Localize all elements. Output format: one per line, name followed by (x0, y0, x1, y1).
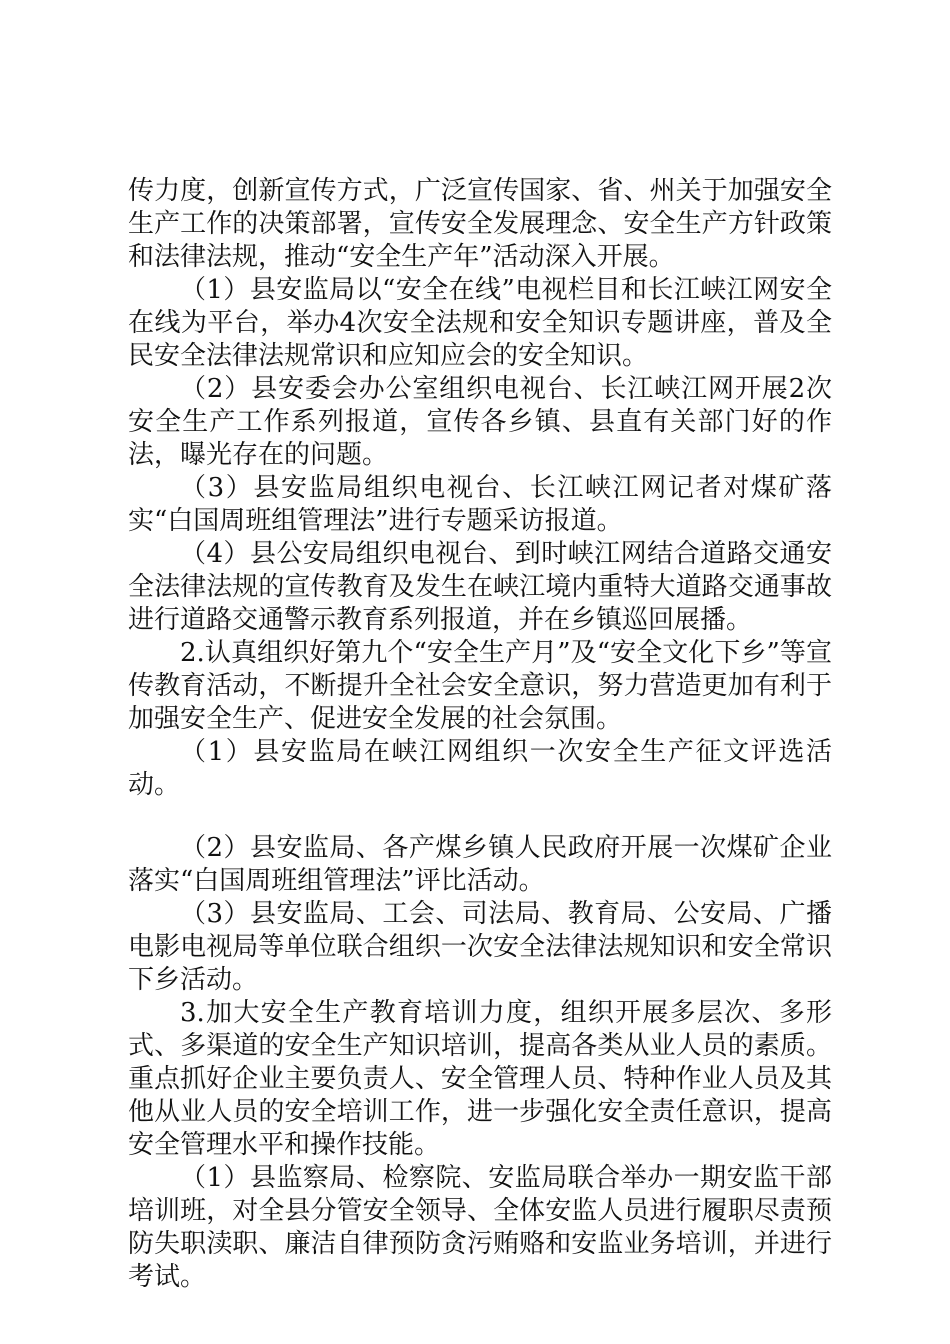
paragraph: （1）县监察局、检察院、安监局联合举办一期安监干部培训班，对全县分管安全领导、全体安监人员进行履职尽责预防失职渎职、廉洁自律预防贪污贿赂和安监业务培训，并进行考试。 (128, 1163, 832, 1292)
paragraph: 3.加大安全生产教育培训力度，组织开展多层次、多形式、多渠道的安全生产知识培训，提高各类从业人员的素质。重点抓好企业主要负责人、安全管理人员、特种作业人员及其他从业人员的安全培训工作，进一步强化安全责任意识，提高安全管理水平和操作技能。 (128, 998, 832, 1160)
paragraph: （2）县安监局、各产煤乡镇人民政府开展一次煤矿企业落实“白国周班组管理法”评比活动。 (128, 833, 832, 896)
paragraph: 2.认真组织好第九个“安全生产月”及“安全文化下乡”等宣传教育活动，不断提升全社会安全意识，努力营造更加有利于加强安全生产、促进安全发展的社会氛围。 (128, 638, 832, 734)
paragraph: （1）县安监局以“安全在线”电视栏目和长江峡江网安全在线为平台，举办4次安全法规和安全知识专题讲座，普及全民安全法律法规常识和应知应会的安全知识。 (128, 275, 832, 371)
document-body (128, 175, 832, 1294)
paragraph: （3）县安监局、工会、司法局、教育局、公安局、广播电影电视局等单位联合组织一次安全法律法规知识和安全常识下乡活动。 (128, 899, 832, 995)
paragraph: （2）县安委会办公室组织电视台、长江峡江网开展2次安全生产工作系列报道，宣传各乡镇、县直有关部门好的作法，曝光存在的问题。 (128, 374, 832, 470)
paragraph: （3）县安监局组织电视台、长江峡江网记者对煤矿落实“白国周班组管理法”进行专题采访报道。 (128, 473, 832, 536)
paragraph: （4）县公安局组织电视台、到时峡江网结合道路交通安全法律法规的宣传教育及发生在峡江境内重特大道路交通事故进行道路交通警示教育系列报道，并在乡镇巡回展播。 (128, 539, 832, 635)
paragraph: （1）县安监局在峡江网组织一次安全生产征文评选活动。 (128, 737, 832, 800)
paragraph: 传力度，创新宣传方式，广泛宣传国家、省、州关于加强安全生产工作的决策部署，宣传安全发展理念、安全生产方针政策和法律法规，推动“安全生产年”活动深入开展。 (128, 176, 832, 272)
